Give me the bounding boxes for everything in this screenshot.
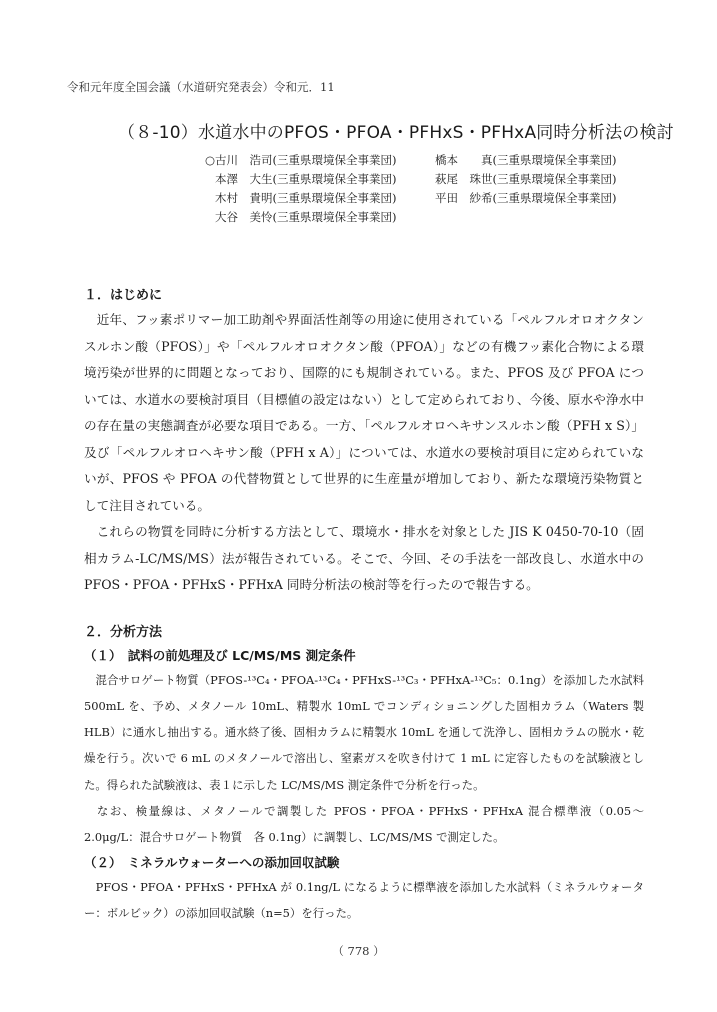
author-name: 橋本 真(三重県環境保全事業団) (435, 152, 617, 167)
author-name: ○古川 浩司(三重県環境保全事業団) (205, 152, 397, 167)
author-row (205, 169, 645, 188)
author-name: 萩尾 珠世(三重県環境保全事業団) (435, 171, 617, 186)
body-paragraph: PFOS・PFOA・PFHxS・PFHxA が 0.1ng/L になるように標準液を添加した水試料（ミネラルウォーター：ボルビック）の添加回収試験（n=5）を行った。 (84, 879, 644, 920)
conference-header: 令和元年度全国会議（水道研究発表会）令和元．11 (67, 80, 335, 94)
body-paragraph: これらの物質を同時に分析する方法として、環境水・排水を対象とした JIS K 0450-70-10（固相カラム-LC/MS/MS）法が報告されている。そこで、今回、その手法を一部改良し、水道水中の PFOS・PFOA・PFHxS・PFHxA 同時分析法の検討等を行ったので報告する。 (84, 524, 644, 592)
body-paragraph: 近年、フッ素ポリマー加工助剤や界面活性剤等の用途に使用されている「ペルフルオロオクタンスルホン酸（PFOS）」や「ペルフルオロオクタン酸（PFOA）」などの有機フッ素化合物による環境汚染が世界的に問題となっており、国際的にも規制されている。また、PFOS 及び PFOA については、水道水の要検討項目（目標値の設定はない）として定められており、今後、原水や浄水中の存在量の実態調査が必要な項目である。一方、「ペルフルオロヘキサンスルホン酸（PFH x S）」及び「ペルフルオロヘキサン酸（PFH x A）」については、水道水の要検討項目に定められていないが、PFOS や PFOA の代替物質として世界的に生産量が増加しており、新たな環境汚染物質として注目されている。 (84, 312, 644, 513)
author-name: 本澤 大生(三重県環境保全事業団) (215, 171, 397, 186)
author-name: 木村 貴明(三重県環境保全事業団) (215, 190, 397, 205)
author-list (205, 150, 645, 226)
subsection-heading-recovery-test: （２） ミネラルウォーターへの添加回収試験 (84, 854, 340, 870)
author-name: 平田 紗希(三重県環境保全事業団) (435, 190, 617, 205)
section-heading-introduction: １．はじめに (84, 288, 163, 303)
author-name: 大谷 美怜(三重県環境保全事業団) (215, 209, 397, 224)
paper-title: （８-10）水道水中のPFOS・PFOA・PFHxS・PFHxA同時分析法の検討 (118, 123, 674, 143)
author-row (205, 188, 645, 207)
body-paragraph: 混合サロゲート物質（PFOS-¹³C₄・PFOA-¹³C₄・PFHxS-¹³C₃・PFHxA-¹³C₅：0.1ng）を添加した水試料 500mL を、予め、メタノール 10mL、精製水 10mL でコンディショニングした固相カラム（Waters 製 HLB）に通水し抽出する。通水終了後、固相カラムに精製水 10mL を通して洗浄し、固相カラムの脱水・乾燥を行う。次いで 6 mL のメタノールで溶出し、窒素ガスを吹き付けて 1 mL に定容したものを試験液とした。得られた試験液は、表１に示した LC/MS/MS 測定条件で分析を行った。 (84, 672, 644, 792)
subsection-heading-pretreatment: （１） 試料の前処理及び LC/MS/MS 測定条件 (84, 647, 356, 663)
section-heading-methods: ２．分析方法 (84, 624, 163, 640)
author-row (205, 150, 645, 169)
author-row (205, 207, 645, 226)
page-number: （ 778 ） (332, 944, 385, 958)
body-paragraph: なお、検量線は、メタノールで調製した PFOS・PFOA・PFHxS・PFHxA 混合標準液（0.05～2.0μg/L：混合サロゲート物質 各 0.1ng）に調製し、LC/MS/MS で測定した。 (84, 803, 644, 845)
paper-body (84, 284, 644, 926)
